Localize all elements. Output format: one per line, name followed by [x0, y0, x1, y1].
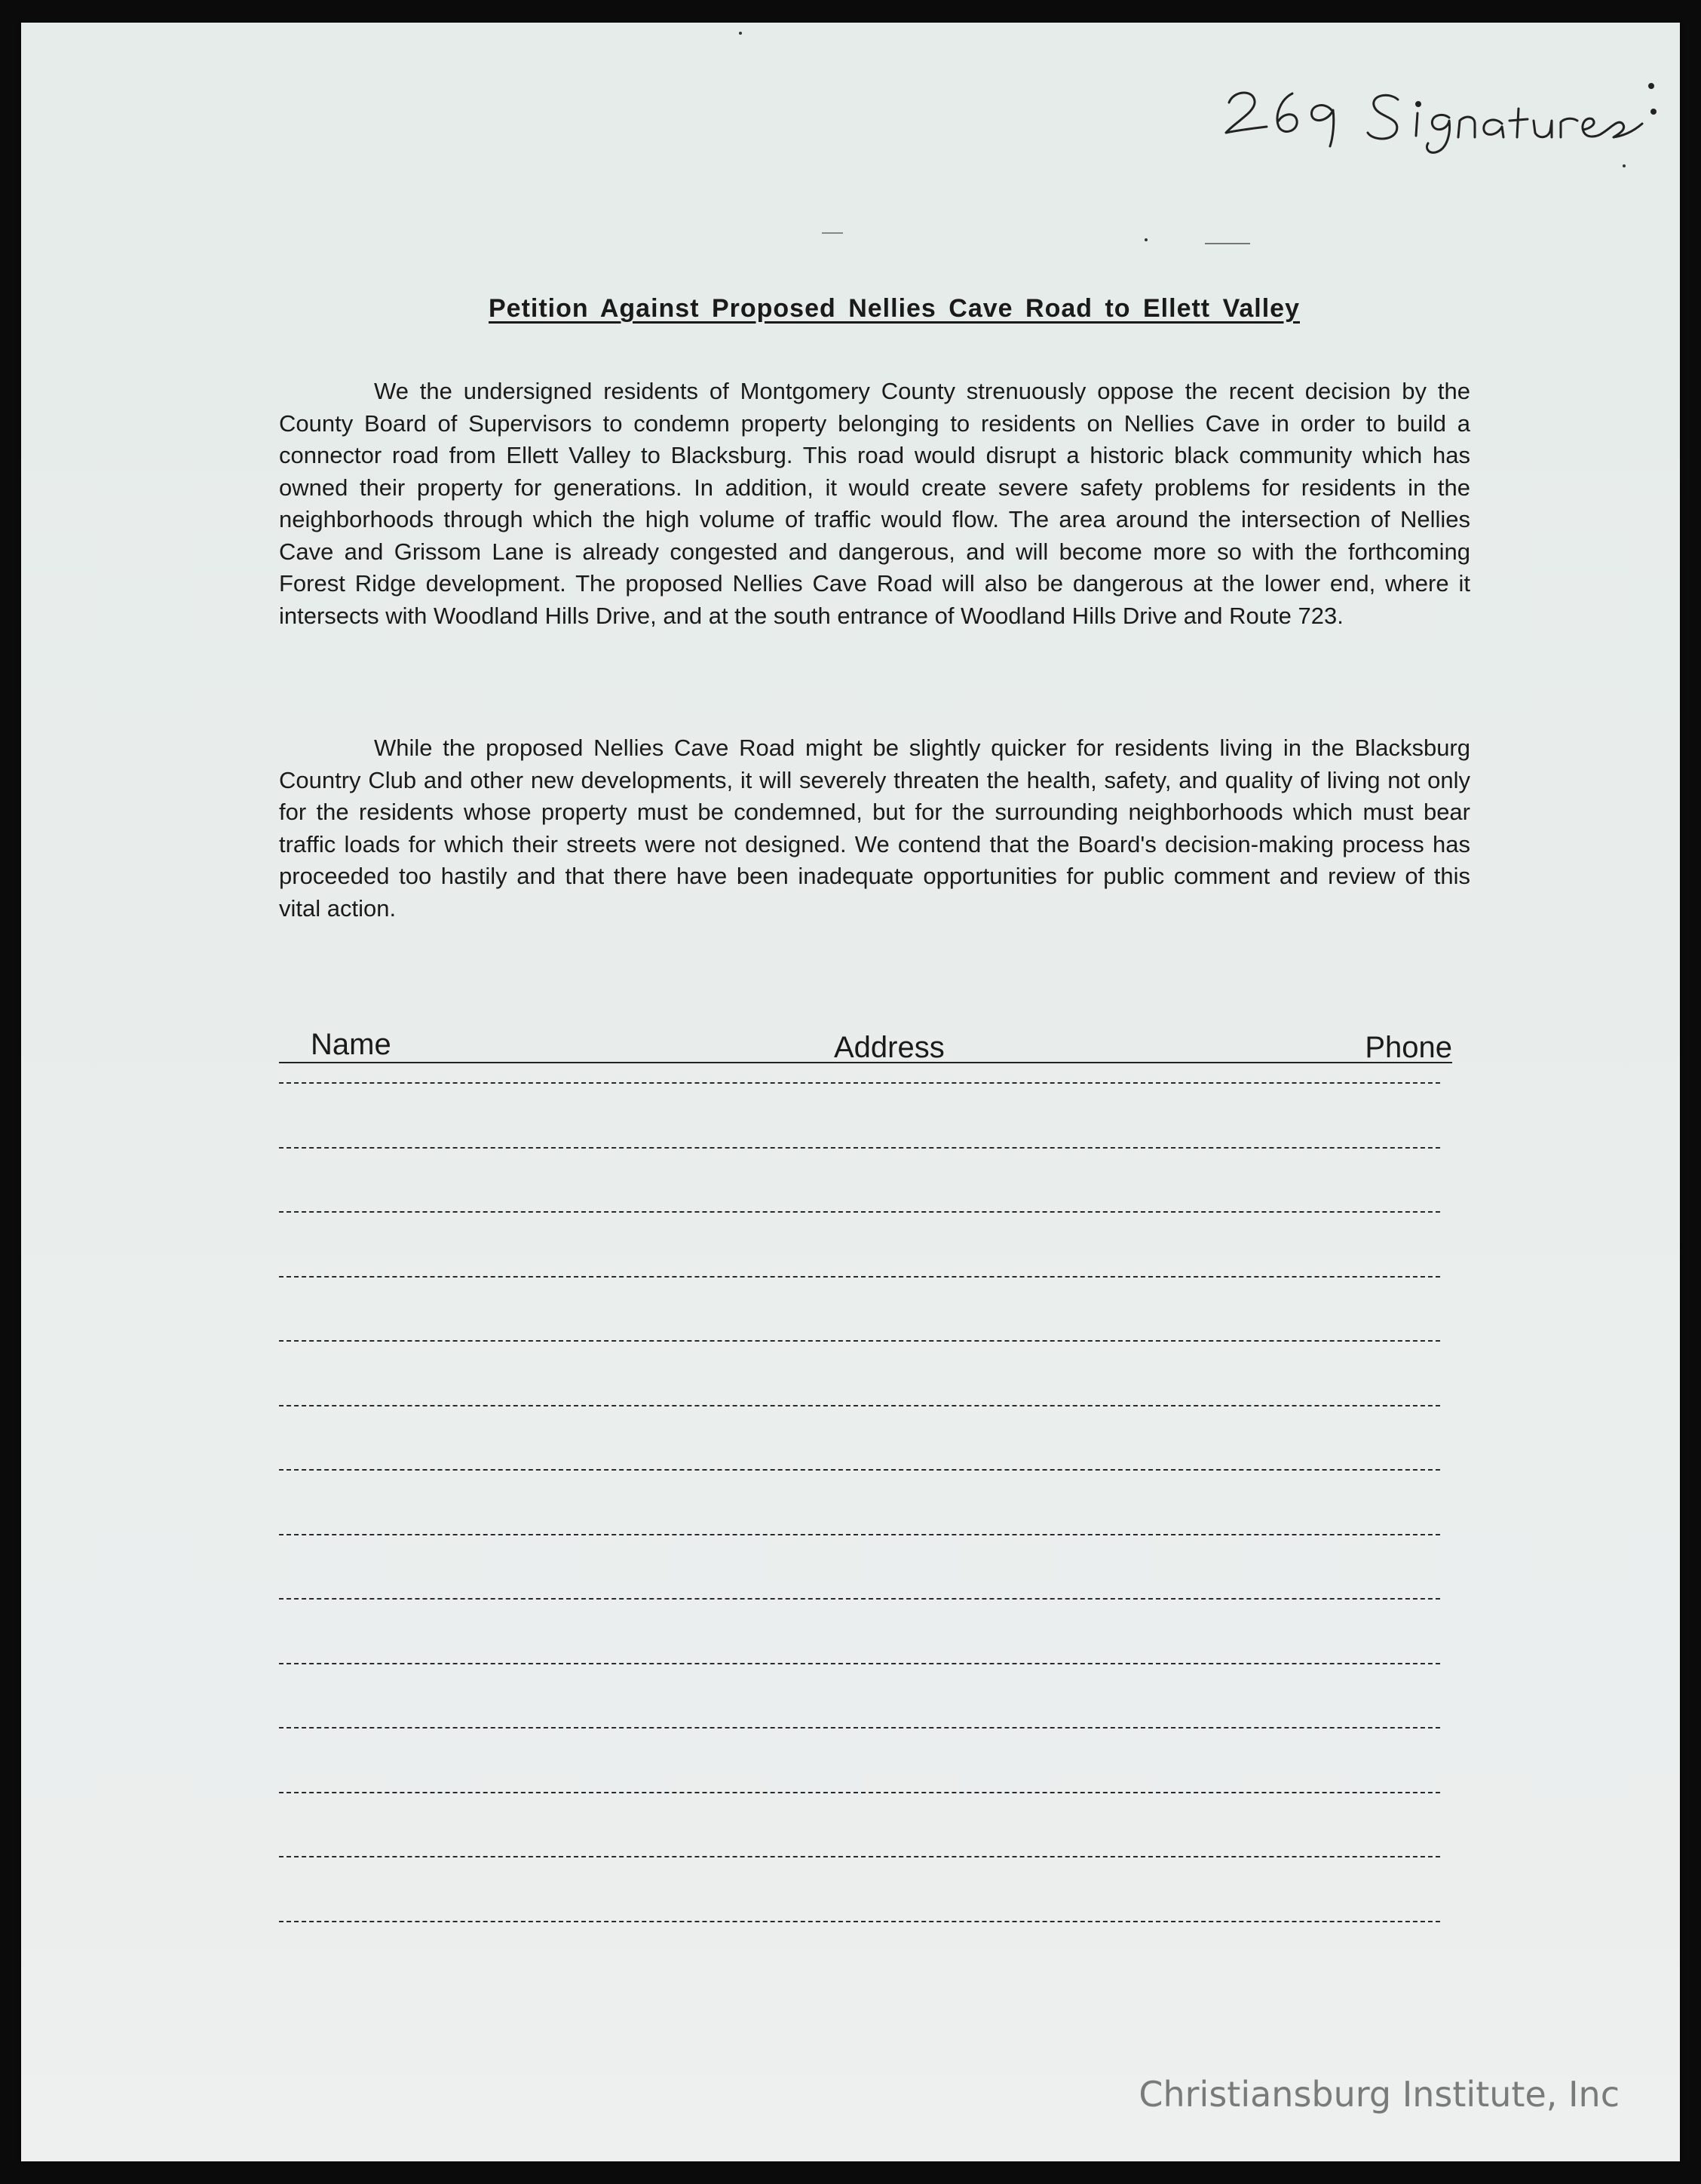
signature-line [279, 1598, 1440, 1600]
signature-line [279, 1856, 1440, 1857]
signature-line [279, 1921, 1440, 1922]
signature-table-header [279, 1017, 1452, 1063]
signature-line [279, 1276, 1440, 1278]
petition-paragraph-2: While the proposed Nellies Cave Road might be slightly quicker for residents living in the Blacksburg Country Club and other new developments, it will severely threaten the health, safety, and quality of living not only for the residents whose property must be condemned, but for the surrounding neighborhoods which must bear traffic loads for which their streets were not designed. We contend that the Board's decision-making process has proceeded too hastily and that there have been inadequate opportunities for public comment and review of this vital action. [279, 735, 1470, 922]
signature-line [279, 1534, 1440, 1535]
petition-title: Petition Against Proposed Nellies Cave Road to Ellett Valley [489, 294, 1300, 323]
name-column-header: Name [311, 1028, 391, 1061]
signature-line [279, 1147, 1440, 1149]
address-column-header: Address [834, 1031, 945, 1064]
phone-column-header: Phone [1365, 1031, 1452, 1064]
handwritten-signature-count [1220, 74, 1672, 164]
petition-paragraph-1: We the undersigned residents of Montgomery County strenuously oppose the recent decision by the County Board of Supervisors to condemn property belonging to residents on Nellies Cave in order to build a connector road from Ellett Valley to Blacksburg. This road would disrupt a historic black community which has owned their property for generations. In addition, it would create severe safety problems for residents in the neighborhoods through which the high volume of traffic would flow. The area around the intersection of Nellies Cave and Grissom Lane is already congested and dangerous, and will become more so with the forthcoming Forest Ridge development. The proposed Nellies Cave Road will also be dangerous at the lower end, where it intersects with Woodland Hills Drive, and at the south entrance of Woodland Hills Drive and Route 723. [279, 378, 1470, 629]
signature-line [279, 1082, 1440, 1084]
paper-speck [1145, 238, 1148, 241]
paper-speck [1623, 164, 1626, 167]
paper-speck [739, 32, 742, 35]
signature-line [279, 1469, 1440, 1471]
signature-lines [279, 1082, 1440, 1985]
paper-speck [1205, 243, 1250, 244]
signature-line [279, 1340, 1440, 1342]
signature-line [279, 1792, 1440, 1793]
petition-page [21, 23, 1680, 2161]
signature-line [279, 1211, 1440, 1213]
signature-line [279, 1405, 1440, 1406]
signature-line [279, 1727, 1440, 1728]
signature-line [279, 1663, 1440, 1664]
paper-speck [822, 232, 843, 234]
archive-watermark: Christiansburg Institute, Inc [1139, 2074, 1620, 2115]
